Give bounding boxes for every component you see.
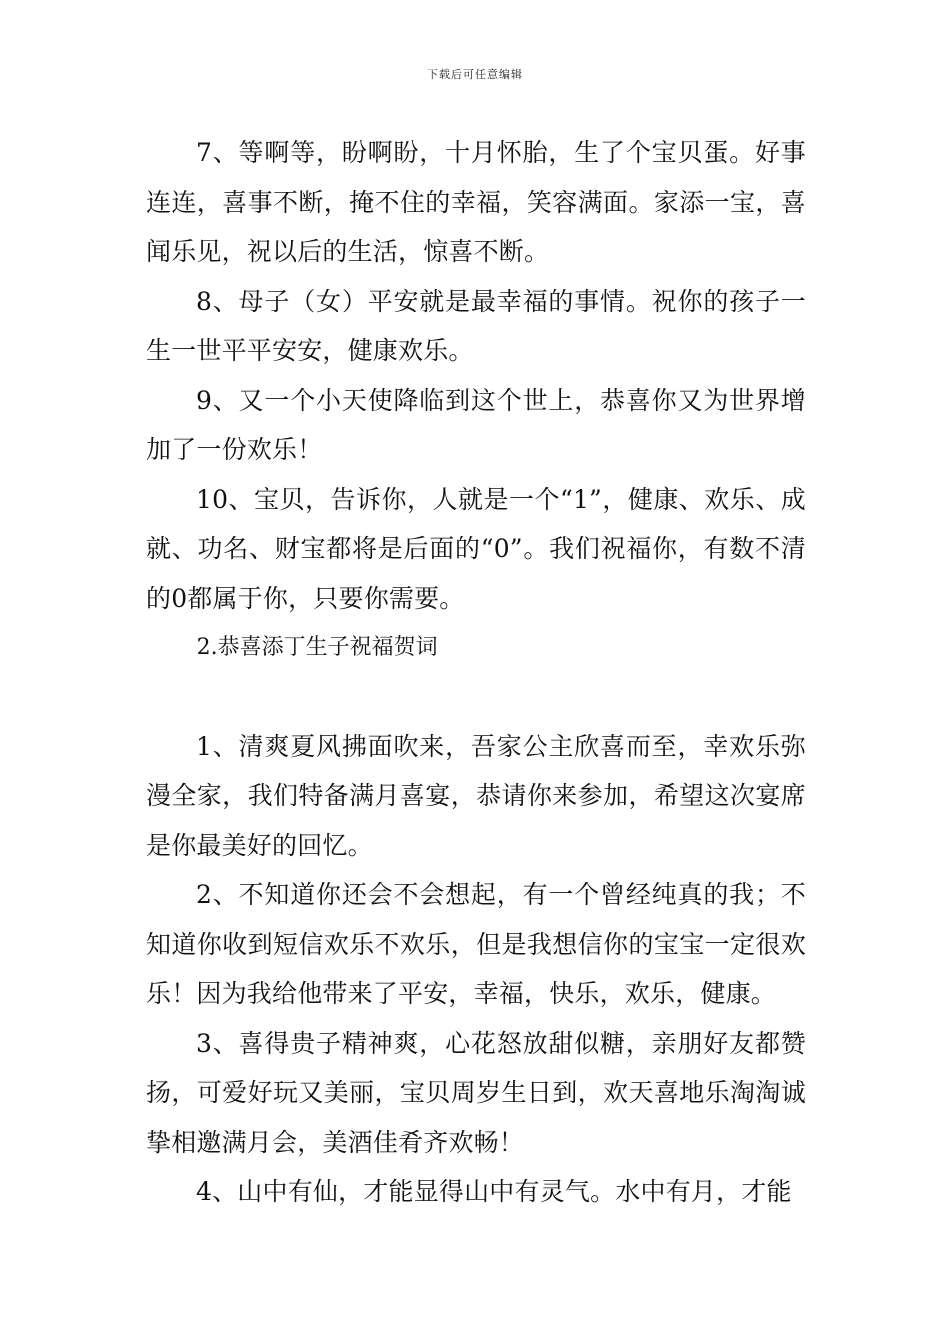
section-heading: 2.恭喜添丁生子祝福贺词: [196, 635, 438, 660]
paragraph-3: 3、喜得贵子精神爽，心花怒放甜似糖，亲朋好友都赞扬，可爱好玩又美丽，宝贝周岁生日到，欢天喜地乐淘淘诚挚相邀满月会，美酒佳肴齐欢畅！: [146, 1028, 806, 1157]
document-body: [146, 128, 806, 1217]
paragraph-7: 7、等啊等，盼啊盼，十月怀胎，生了个宝贝蛋。好事连连，喜事不断，掩不住的幸福，笑容满面。家添一宝，喜闻乐见，祝以后的生活，惊喜不断。: [146, 138, 806, 266]
paragraph-9: 9、又一个小天使降临到这个世上，恭喜你又为世界增加了一份欢乐！: [146, 385, 806, 464]
page-header: 下载后可任意编辑: [427, 68, 523, 81]
paragraph-4: 4、山中有仙，才能显得山中有灵气。水中有月，才能: [196, 1177, 792, 1206]
paragraph-10: 10、宝贝，告诉你，人就是一个“1”，健康、欢乐、成就、功名、财宝都将是后面的“0”。我们祝福你，有数不清的0都属于你，只要你需要。: [146, 484, 806, 613]
paragraph-1: 1、清爽夏风拂面吹来，吾家公主欣喜而至，幸欢乐弥漫全家，我们特备满月喜宴，恭请你来参加，希望这次宴席是你最美好的回忆。: [146, 731, 806, 860]
paragraph-2: 2、不知道你还会不会想起，有一个曾经纯真的我；不知道你收到短信欢乐不欢乐，但是我想信你的宝宝一定很欢乐！因为我给他带来了平安，幸福，快乐，欢乐，健康。: [146, 880, 806, 1008]
paragraph-8: 8、母子（女）平安就是最幸福的事情。祝你的孩子一生一世平平安安，健康欢乐。: [146, 286, 806, 365]
section-gap: [146, 673, 806, 722]
